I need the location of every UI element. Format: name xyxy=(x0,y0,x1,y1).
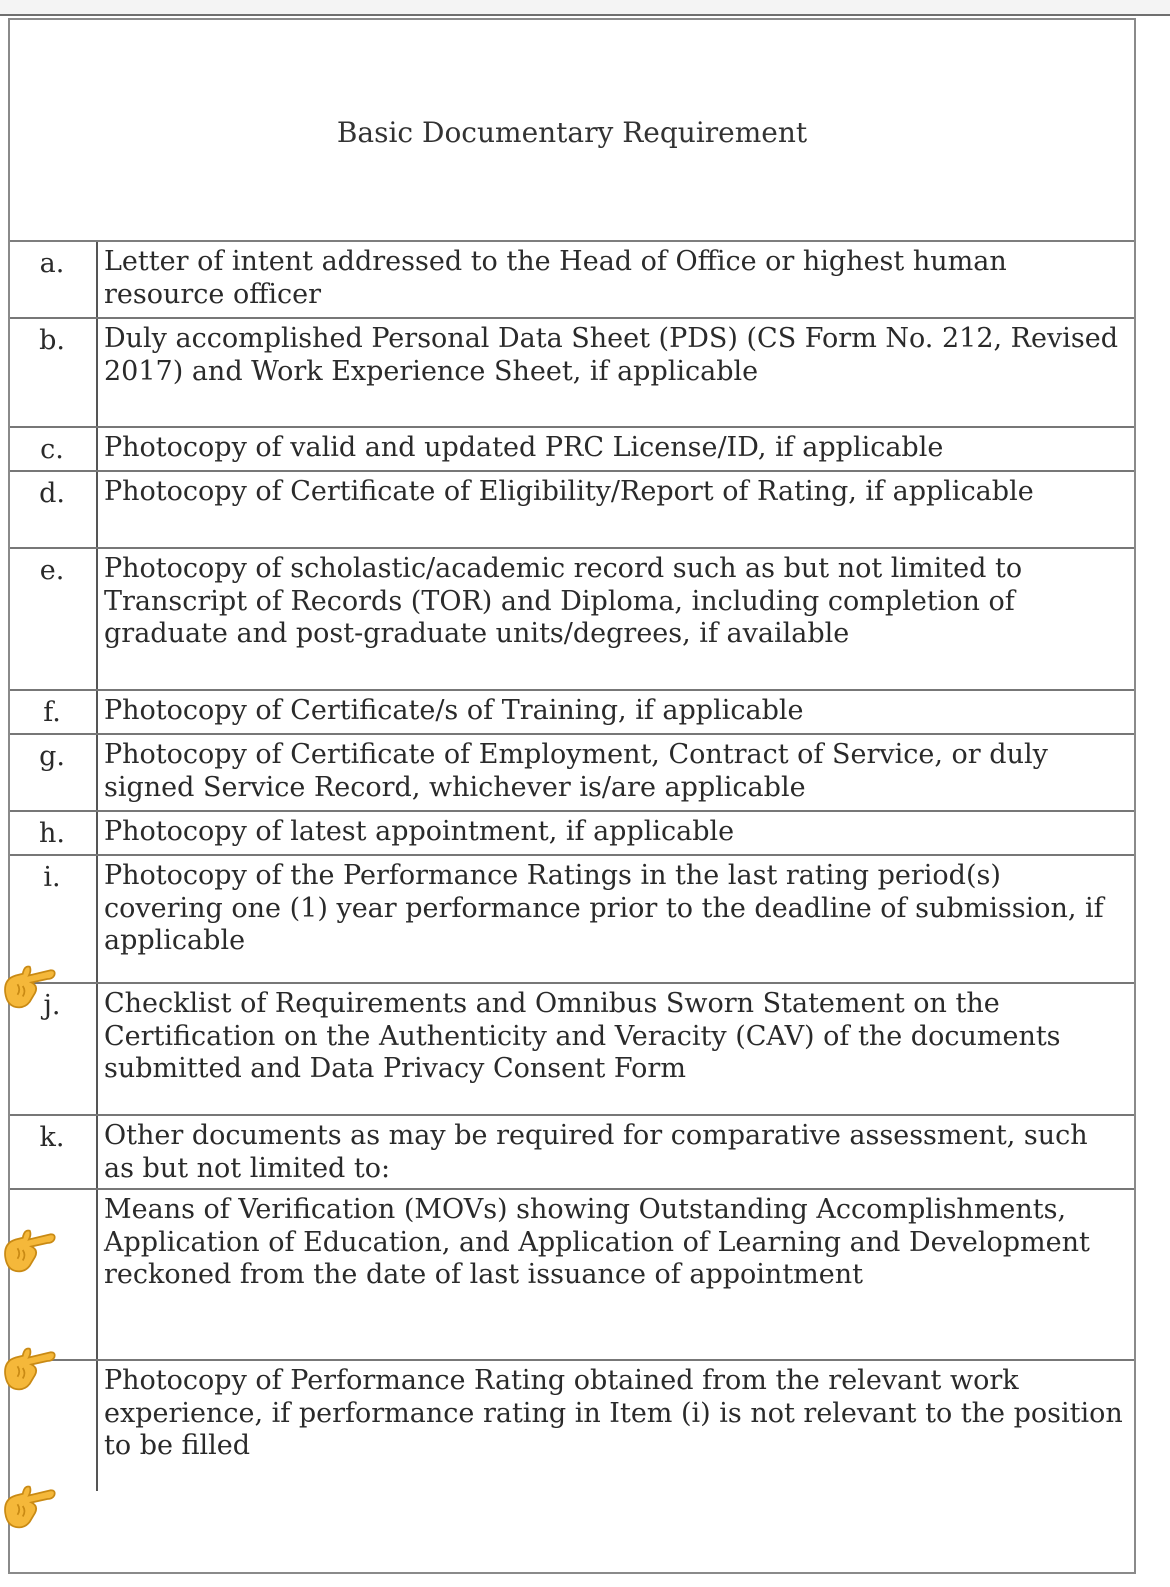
item-letter: e. xyxy=(39,555,65,586)
table-row xyxy=(10,428,1134,472)
table-row xyxy=(10,319,1134,428)
item-text: Photocopy of Certificate/s of Training, if applicable xyxy=(96,691,1126,733)
item-letter: d. xyxy=(39,478,65,509)
item-letter: c. xyxy=(40,434,64,465)
item-text: Photocopy of valid and updated PRC License/ID, if applicable xyxy=(96,428,1126,470)
pointing-hand-icon xyxy=(0,1478,56,1534)
item-letter xyxy=(10,1190,94,1195)
item-text: Photocopy of Certificate of Eligibility/Report of Rating, if applicable xyxy=(96,472,1126,547)
requirements-list xyxy=(10,242,1134,1491)
table-row xyxy=(10,242,1134,319)
item-text: Means of Verification (MOVs) showing Outstanding Accomplishments, Application of Education, and Application of Learning and Development reckoned from the date of last issuance of appointment xyxy=(96,1190,1126,1359)
item-text: Duly accomplished Personal Data Sheet (PDS) (CS Form No. 212, Revised 2017) and Work Experience Sheet, if applicable xyxy=(96,319,1126,426)
item-text: Photocopy of Performance Rating obtained from the relevant work experience, if performance rating in Item (i) is not relevant to the position to be filled xyxy=(96,1361,1126,1491)
table-row xyxy=(10,691,1134,735)
table-row xyxy=(10,472,1134,549)
pointing-hand-icon xyxy=(0,1340,56,1396)
table-row xyxy=(10,735,1134,812)
item-text: Photocopy of the Performance Ratings in the last rating period(s) covering one (1) year performance prior to the deadline of submission, if applicable xyxy=(96,856,1126,982)
item-letter: k. xyxy=(39,1122,65,1153)
table-row xyxy=(10,549,1134,691)
table-row xyxy=(10,856,1134,984)
item-text: Checklist of Requirements and Omnibus Sworn Statement on the Certification on the Authenticity and Veracity (CAV) of the documents submitted and Data Privacy Consent Form xyxy=(96,984,1126,1114)
item-letter: b. xyxy=(39,325,65,356)
item-text: Photocopy of Certificate of Employment, Contract of Service, or duly signed Service Record, whichever is/are applicable xyxy=(96,735,1126,810)
item-letter: a. xyxy=(39,248,65,279)
table-row xyxy=(10,1361,1134,1491)
item-text: Photocopy of scholastic/academic record such as but not limited to Transcript of Records (TOR) and Diploma, including completion of graduate and post-graduate units/degrees, if available xyxy=(96,549,1126,689)
item-letter: h. xyxy=(39,818,65,849)
top-scan-edge xyxy=(0,0,1170,16)
item-letter: f. xyxy=(43,697,61,728)
pointing-hand-icon xyxy=(0,958,56,1014)
table-row xyxy=(10,1116,1134,1190)
item-text: Photocopy of latest appointment, if applicable xyxy=(96,812,1126,854)
table-row xyxy=(10,1190,1134,1361)
item-letter: g. xyxy=(39,741,65,772)
table-header xyxy=(10,20,1134,242)
page-title: Basic Documentary Requirement xyxy=(336,116,808,149)
item-text: Other documents as may be required for comparative assessment, such as but not limited to: xyxy=(96,1116,1126,1188)
item-letter: i. xyxy=(43,862,61,893)
item-text: Letter of intent addressed to the Head of Office or highest human resource officer xyxy=(96,242,1126,317)
item-letter: j. xyxy=(43,990,61,1021)
requirements-table xyxy=(8,18,1136,1574)
pointing-hand-icon xyxy=(0,1222,56,1278)
table-row xyxy=(10,984,1134,1116)
table-row xyxy=(10,812,1134,856)
